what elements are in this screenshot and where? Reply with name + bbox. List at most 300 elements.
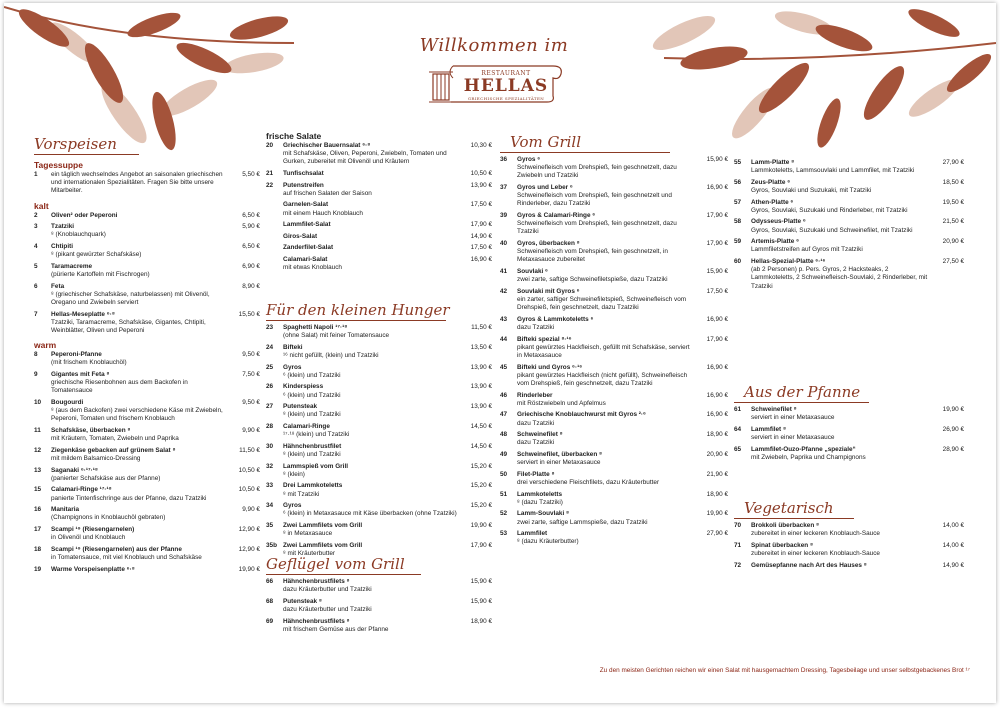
- item-description: ⁶ (klein) und Tzatziki: [283, 391, 341, 399]
- item-name: Garnelen-Salat: [283, 201, 329, 209]
- menu-page: [4, 3, 996, 703]
- item-number: 30: [266, 442, 274, 450]
- item-name: Lamm-Souvlaki ⁸: [517, 510, 570, 518]
- item-description: zubereitet in einer leckeren Knoblauch-Sauce: [751, 530, 880, 538]
- item-number: 28: [266, 422, 274, 430]
- menu-item: [34, 171, 260, 196]
- item-number: 47: [500, 411, 508, 419]
- item-number: 35b: [266, 541, 278, 549]
- item-name: Gyros & Calamari-Ringe ⁶: [517, 212, 596, 219]
- menu-item: [34, 447, 260, 463]
- item-description: (ohne Salat) mit feiner Tomatensauce: [283, 332, 390, 340]
- menu-item: [34, 283, 260, 308]
- item-description: Gyros, Souvlaki und Suzukaki, mit Tzatziki: [751, 187, 872, 194]
- menu-item: [266, 170, 492, 178]
- item-number: 70: [734, 522, 742, 529]
- item-number: 41: [500, 268, 508, 275]
- item-description: ⁶ (klein) in Metaxasauce mit Käse überbacken (ohne Tzatziki): [283, 510, 457, 518]
- item-number: 15: [34, 486, 42, 494]
- item-number: 35: [266, 521, 274, 529]
- subsection-tagessuppe: Tagessuppe: [34, 160, 83, 170]
- item-price: 16,90 €: [706, 391, 728, 399]
- item-number: 69: [266, 617, 274, 625]
- menu-item: [734, 179, 964, 195]
- menu-item: [266, 324, 492, 340]
- item-description: mit Schafskäse, Oliven, Peperoni, Zwiebeln, Tomaten und Gurken, zubereitet mit Olivenöl und Kräutern: [283, 150, 447, 166]
- item-price: 16,90 €: [706, 411, 728, 419]
- item-number: 10: [34, 399, 42, 406]
- logo-name: HELLAS: [463, 76, 549, 96]
- item-description: mit Röstzwiebeln und Apfelmus: [517, 399, 606, 407]
- item-price: 18,90 €: [470, 617, 492, 625]
- item-description: griechische Riesenbohnen aus dem Backofen in Tomatensauce: [51, 379, 188, 395]
- menu-item: [500, 392, 728, 408]
- menu-item: [500, 451, 728, 467]
- item-name: Tzatziki: [51, 223, 75, 231]
- item-name: Hähnchenbrustfilet: [283, 442, 342, 450]
- menu-item: [266, 221, 492, 229]
- menu-item: [34, 427, 260, 443]
- leaf-decoration-left: [4, 3, 304, 153]
- salate-list: [266, 142, 492, 272]
- item-name: Souvlaki mit Gyros ⁶: [517, 287, 580, 295]
- menu-item: [500, 156, 728, 181]
- column-vegetarisch: [734, 499, 964, 573]
- item-price: 19,90 €: [706, 510, 728, 518]
- item-price: 17,90 €: [706, 335, 728, 343]
- item-price: 9,90 €: [242, 506, 260, 514]
- item-description: dazu Kräuterbutter und Tzatziki: [283, 586, 372, 594]
- subsection-warm: warm: [34, 340, 57, 351]
- item-description: ¹⁶ nicht gefüllt, (klein) und Tzatziki: [283, 352, 379, 359]
- item-number: 11: [34, 427, 41, 434]
- item-price: 16,90 €: [470, 255, 492, 263]
- item-number: 24: [266, 343, 274, 351]
- item-number: 3: [34, 223, 38, 231]
- item-description: serviert in einer Metaxasauce: [517, 459, 601, 467]
- item-price: 10,50 €: [470, 170, 492, 177]
- menu-item: [500, 530, 728, 546]
- item-name: Lammfilet: [517, 530, 548, 538]
- item-name: Zeus-Platte ⁶: [751, 178, 791, 186]
- item-number: 5: [34, 262, 38, 270]
- section-title-gefluegel: Geflügel vom Grill: [266, 555, 421, 575]
- item-name: Lammfilet ⁸: [751, 425, 786, 433]
- section-title-kleiner-hunger: Für den kleinen Hunger: [266, 301, 450, 319]
- item-description: Schweinefleisch vom Drehspieß, fein geschnetzelt, dazu Zwiebeln und Tzatziki: [517, 164, 677, 180]
- item-name: Zwei Lammfilets vom Grill: [283, 541, 363, 549]
- subsection-kalt: kalt: [34, 200, 49, 211]
- item-name: Souvlaki ⁶: [517, 268, 549, 275]
- item-price: 19,90 €: [942, 406, 964, 413]
- item-price: 16,90 €: [706, 184, 728, 191]
- item-price: 6,50 €: [242, 211, 260, 219]
- menu-item: [734, 159, 964, 175]
- item-description: Tzatziki, Taramacreme, Schafskäse, Gigantes, Chtipiti, Weinblätter, Oliven und Peperoni: [51, 318, 206, 334]
- item-price: 20,90 €: [706, 450, 728, 458]
- item-number: 42: [500, 287, 508, 295]
- item-description: Schweinefleisch vom Drehspieß, fein geschnetzelt und Rinderleber, dazu Tzatziki: [517, 192, 672, 208]
- tagessuppe-list: [34, 171, 260, 196]
- item-price: 15,90 €: [470, 578, 492, 585]
- item-description: pikant gewürztes Hackfleisch, gefüllt mit Schafskäse, serviert in Metaxasauce: [517, 343, 690, 359]
- item-description: ⁸ (dazu Kräuterbutter): [517, 538, 579, 546]
- leaf-decoration-right: [604, 3, 996, 153]
- item-description: Lammkoteletts, Lammsouvlaki und Lammfilet, mit Tzatziki: [751, 167, 915, 175]
- item-name: Griechischer Bauernsalat ⁶·⁸: [283, 142, 371, 149]
- section-title-pfanne: Aus der Pfanne: [734, 383, 869, 403]
- logo-restaurant-label: RESTAURANT: [481, 70, 531, 77]
- item-number: 8: [34, 351, 38, 359]
- item-number: 71: [734, 541, 742, 549]
- item-description: dazu Kräuterbutter und Tzatziki: [283, 606, 372, 613]
- menu-item: [266, 502, 492, 518]
- item-name: Bifteki spezial ⁸·¹⁶: [517, 335, 572, 343]
- item-price: 27,50 €: [942, 257, 964, 265]
- item-description: ⁸ in Metaxasauce: [283, 530, 333, 538]
- item-name: Schweinefilet ⁸: [751, 406, 797, 413]
- item-number: 60: [734, 257, 742, 265]
- item-price: 6,90 €: [242, 262, 260, 270]
- item-description: mit Kräutern, Tomaten, Zwiebeln und Paprika: [51, 435, 179, 443]
- item-number: 32: [266, 462, 274, 470]
- item-description: ⁸ mit Tzatziki: [283, 490, 320, 498]
- item-number: 44: [500, 335, 508, 343]
- item-number: 13: [34, 466, 42, 474]
- item-price: 17,90 €: [706, 212, 728, 219]
- item-name: Putensteak: [283, 403, 318, 411]
- menu-item: [500, 431, 728, 447]
- section-title-grill: Vom Grill: [500, 133, 670, 153]
- item-description: mit einem Hauch Knoblauch: [283, 209, 363, 217]
- item-name: Drei Lammkoteletts: [283, 482, 343, 490]
- item-price: 9,90 €: [242, 427, 260, 434]
- item-name: Saganaki ⁶·¹⁷·¹⁸: [51, 466, 98, 474]
- item-description: mit Zwiebeln, Paprika und Champignons: [751, 453, 866, 461]
- menu-item: [266, 256, 492, 272]
- item-number: 4: [34, 243, 38, 250]
- item-price: 15,90 €: [470, 597, 492, 605]
- column-grill: [500, 133, 728, 550]
- menu-item: [734, 426, 964, 442]
- item-number: 18: [34, 545, 42, 553]
- menu-item: [734, 522, 964, 538]
- menu-item: [266, 244, 492, 252]
- item-name: Gyros: [283, 502, 302, 510]
- menu-item: [266, 344, 492, 360]
- item-name: Spaghetti Napoli ¹⁷·¹⁸: [283, 324, 348, 331]
- item-number: 53: [500, 530, 508, 538]
- item-number: 68: [266, 597, 274, 605]
- item-name: Calamari-Ringe: [283, 422, 330, 430]
- menu-item: [734, 562, 964, 570]
- item-name: Gyros und Leber ⁶: [517, 184, 573, 191]
- column-pfanne: [734, 383, 964, 465]
- item-name: Zanderfilet-Salat: [283, 244, 334, 252]
- vegetarisch-list: [734, 522, 964, 570]
- item-price: 13,90 €: [470, 181, 492, 189]
- item-name: Kinderspiess: [283, 383, 324, 391]
- item-description: (panierter Schafskäse aus der Pfanne): [51, 474, 161, 482]
- item-price: 15,20 €: [470, 482, 492, 490]
- item-name: Bougourdi: [51, 399, 84, 406]
- menu-item: [34, 566, 260, 574]
- item-price: 16,90 €: [706, 363, 728, 371]
- item-price: 15,20 €: [470, 462, 492, 470]
- item-description: in Olivenöl und Knoblauch: [51, 534, 126, 542]
- item-price: 13,90 €: [470, 363, 492, 371]
- item-name: Giros-Salat: [283, 232, 318, 240]
- item-price: 28,90 €: [942, 445, 964, 453]
- restaurant-logo: [423, 62, 565, 104]
- item-price: 19,50 €: [942, 198, 964, 206]
- item-number: 72: [734, 561, 742, 569]
- logo-subtitle: GRIECHISCHE SPEZIALITÄTEN: [467, 96, 545, 101]
- column-platten: [734, 159, 964, 294]
- item-number: 16: [34, 506, 42, 514]
- menu-item: [266, 463, 492, 479]
- item-price: 14,50 €: [470, 442, 492, 450]
- item-name: Lammfilet-Salat: [283, 221, 331, 229]
- column-kleiner-hunger: [266, 301, 492, 562]
- item-number: 57: [734, 198, 742, 206]
- item-price: 14,90 €: [942, 561, 964, 569]
- item-number: 55: [734, 159, 742, 166]
- footer-note: Zu den meisten Gerichten reichen wir einen Salat mit hausgemachtem Dressing, Tagesbeilage und unser selbstgebackenes Brot ¹⁷: [599, 667, 970, 674]
- item-name: Brokkoli überbacken ⁸: [751, 522, 820, 529]
- item-number: 49: [500, 450, 508, 458]
- menu-item: [34, 223, 260, 239]
- item-number: 34: [266, 502, 274, 510]
- item-name: Artemis-Platte ⁶: [751, 238, 800, 246]
- section-title-vegetarisch: Vegetarisch: [734, 499, 854, 519]
- item-price: 21,90 €: [706, 470, 728, 478]
- menu-item: [266, 522, 492, 538]
- menu-item: [500, 268, 728, 284]
- item-name: Spinat überbacken ⁸: [751, 541, 813, 549]
- menu-item: [34, 506, 260, 522]
- item-price: 10,30 €: [470, 142, 492, 149]
- menu-item: [34, 263, 260, 279]
- item-price: 13,50 €: [470, 343, 492, 351]
- item-price: 17,90 €: [470, 221, 492, 229]
- menu-item: [500, 316, 728, 332]
- item-price: 9,50 €: [242, 351, 260, 359]
- item-name: Hellas-Meseplatte ⁶·⁸: [51, 310, 115, 318]
- item-price: 8,90 €: [242, 282, 260, 290]
- menu-item: [34, 212, 260, 220]
- item-name: Warme Vorspeisenplatte ⁶·⁸: [51, 565, 135, 573]
- item-name: Athen-Platte ⁶: [751, 198, 794, 206]
- menu-item: [266, 403, 492, 419]
- item-name: Putensteak ⁸: [283, 597, 322, 605]
- item-description: ⁶ (klein) und Tzatziki: [283, 371, 341, 379]
- item-description: Gyros, Souvlaki, Suzukaki und Rinderleber, mit Tzatziki: [751, 206, 908, 214]
- item-price: 14,00 €: [942, 541, 964, 549]
- item-name: Putenstreifen: [283, 181, 324, 189]
- menu-item: [500, 212, 728, 237]
- item-description: dazu Tzatziki: [517, 419, 555, 427]
- item-price: 13,90 €: [470, 383, 492, 391]
- item-price: 7,50 €: [242, 371, 260, 378]
- item-description: ⁸ (dazu Tzatziki): [517, 498, 563, 506]
- item-name: Hähnchenbrustfilets ⁸: [283, 617, 350, 625]
- item-description: dazu Tzatziki: [517, 439, 555, 447]
- column-vorspeisen: [34, 135, 260, 577]
- item-description: ⁸ (Knoblauchquark): [51, 231, 106, 239]
- item-name: Scampi ¹⁹ (Riesengarnelen): [51, 525, 135, 533]
- item-number: 20: [266, 142, 274, 149]
- item-price: 14,50 €: [470, 422, 492, 430]
- item-name: Gyros, überbacken ⁸: [517, 240, 580, 247]
- menu-item: [266, 201, 492, 217]
- menu-item: [34, 399, 260, 424]
- item-number: 48: [500, 431, 508, 439]
- item-name: Griechische Knoblauchwurst mit Gyros ²·⁶: [517, 411, 647, 419]
- item-name: Rinderleber: [517, 391, 553, 399]
- restaurant-header: [384, 35, 604, 104]
- item-price: 27,90 €: [706, 530, 728, 538]
- item-price: 26,90 €: [942, 425, 964, 433]
- item-name: Gyros & Lammkoteletts ⁶: [517, 315, 594, 323]
- item-price: 17,90 €: [470, 541, 492, 549]
- menu-item: [266, 618, 492, 634]
- item-name: Schweinefilet, überbacken ⁸: [517, 450, 603, 458]
- item-number: 50: [500, 470, 508, 478]
- menu-item: [266, 364, 492, 380]
- item-name: Lammkoteletts: [517, 490, 563, 498]
- item-name: Filet-Platte ⁸: [517, 470, 555, 478]
- item-price: 17,90 €: [706, 240, 728, 247]
- item-number: 43: [500, 315, 508, 323]
- subsection-salate: frische Salate: [266, 131, 322, 141]
- item-price: 19,90 €: [470, 521, 492, 529]
- item-number: 66: [266, 578, 274, 585]
- menu-item: [34, 311, 260, 336]
- menu-item: [734, 258, 964, 291]
- section-title-vorspeisen: Vorspeisen: [34, 135, 139, 155]
- item-description: auf frischen Salaten der Saison: [283, 189, 372, 197]
- menu-item: [34, 526, 260, 542]
- item-description: zwei zarte, saftige Schweinefiletspieße, dazu Tzatziki: [517, 276, 668, 284]
- item-description: mit mildem Balsamico-Dressing: [51, 455, 141, 462]
- menu-item: [34, 486, 260, 502]
- item-number: 33: [266, 482, 274, 490]
- item-name: Peperoni-Pfanne: [51, 351, 102, 359]
- item-number: 56: [734, 178, 742, 186]
- grill-list: [500, 156, 728, 547]
- item-description: serviert in einer Metaxasauce: [751, 414, 835, 422]
- item-description: dazu Tzatziki: [517, 324, 555, 331]
- item-number: 1: [34, 171, 38, 178]
- item-description: ⁸ (pikant gewürzter Schafskäse): [51, 251, 142, 259]
- item-price: 18,50 €: [942, 178, 964, 186]
- item-name: Gyros ⁶: [517, 156, 541, 163]
- welcome-text: Willkommen im: [419, 35, 569, 56]
- item-number: 25: [266, 363, 274, 371]
- menu-item: [34, 546, 260, 562]
- item-name: Lammfilet-Ouzo-Pfanne „speziale“: [751, 445, 856, 453]
- menu-item: [500, 336, 728, 361]
- menu-item: [500, 471, 728, 487]
- item-price: 5,90 €: [242, 223, 260, 231]
- item-price: 15,20 €: [470, 502, 492, 510]
- item-name: Gigantes mit Feta ⁸: [51, 371, 110, 378]
- item-description: Schweinefleisch vom Drehspieß, fein geschnetzelt, in Metaxasauce zubereitet: [517, 248, 668, 264]
- menu-item: [266, 233, 492, 241]
- item-number: 51: [500, 490, 508, 498]
- menu-item: [500, 510, 728, 526]
- menu-item: [266, 142, 492, 167]
- item-description: ⁸ (klein) und Tzatziki: [283, 411, 341, 419]
- item-price: 10,50 €: [238, 466, 260, 474]
- item-name: Oliven² oder Peperoni: [51, 211, 118, 219]
- menu-item: [500, 364, 728, 389]
- item-description: pikant gewürztes Hackfleisch (nicht gefüllt), Schweinefleisch vom Drehspieß, fein geschnetzelt, dazu Tzatziki: [517, 371, 688, 387]
- item-price: 20,90 €: [942, 238, 964, 246]
- item-number: 23: [266, 324, 274, 331]
- item-price: 17,50 €: [470, 201, 492, 209]
- item-price: 15,50 €: [238, 310, 260, 318]
- item-description: (Champignons in Knoblauchöl gebraten): [51, 514, 166, 522]
- item-number: 9: [34, 371, 38, 378]
- item-name: Schafskäse, überbacken ⁸: [51, 427, 131, 434]
- menu-item: [734, 199, 964, 215]
- menu-item: [734, 446, 964, 462]
- item-name: Taramacreme: [51, 262, 93, 270]
- item-price: 21,50 €: [942, 218, 964, 226]
- column-salate: [266, 131, 492, 276]
- menu-item: [500, 491, 728, 507]
- item-name: Tunfischsalat: [283, 170, 324, 177]
- item-number: 65: [734, 445, 742, 453]
- platten-list: [734, 159, 964, 291]
- item-name: Lammspieß vom Grill: [283, 462, 348, 470]
- item-name: Feta: [51, 282, 65, 290]
- item-description: Gyros, Souvlaki, Suzukaki und Schweinefilet, mit Tzatziki: [751, 226, 913, 234]
- item-description: zubereitet in einer leckeren Knoblauch-Sauce: [751, 550, 880, 557]
- warm-list: [34, 351, 260, 574]
- item-number: 17: [34, 525, 42, 533]
- menu-item: [734, 406, 964, 422]
- item-name: Hellas-Spezial-Platte ⁶·¹⁶: [751, 257, 826, 265]
- item-number: 40: [500, 240, 508, 247]
- menu-item: [34, 351, 260, 367]
- item-price: 15,90 €: [706, 268, 728, 275]
- item-name: Bifteki: [283, 343, 303, 351]
- item-description: mit frischem Gemüse aus der Pfanne: [283, 625, 389, 633]
- item-number: 52: [500, 510, 508, 518]
- item-number: 12: [34, 446, 42, 454]
- item-description: zwei zarte, saftige Lammspieße, dazu Tzatziki: [517, 518, 648, 526]
- item-number: 58: [734, 218, 742, 226]
- item-name: Bifteki und Gyros ⁶·¹⁶: [517, 363, 583, 371]
- item-number: 7: [34, 310, 38, 318]
- item-name: Hähnchenbrustfilets ⁸: [283, 578, 350, 585]
- item-description: Schweinefleisch vom Drehspieß, fein geschnetzelt, dazu Tzatziki: [517, 220, 677, 236]
- item-price: 11,50 €: [471, 324, 492, 331]
- menu-item: [734, 238, 964, 254]
- item-price: 11,50 €: [239, 446, 260, 454]
- item-description: (ab 2 Personen) p. Pers. Gyros, 2 Hacksteaks, 2 Lammkoteletts, 2 Schweinefleisch-Souvlaki, 2 Rinderleber, mit Tzatziki: [751, 266, 928, 290]
- menu-item: [34, 371, 260, 396]
- item-description: Lammfiletstreifen auf Gyros mit Tzatziki: [751, 246, 863, 254]
- item-description: ⁸ mit Kräuterbutter: [283, 549, 336, 557]
- column-gefluegel: [266, 555, 492, 637]
- item-number: 46: [500, 391, 508, 399]
- item-price: 9,50 €: [242, 399, 260, 406]
- item-name: Gemüsepfanne nach Art des Hauses ⁸: [751, 561, 867, 569]
